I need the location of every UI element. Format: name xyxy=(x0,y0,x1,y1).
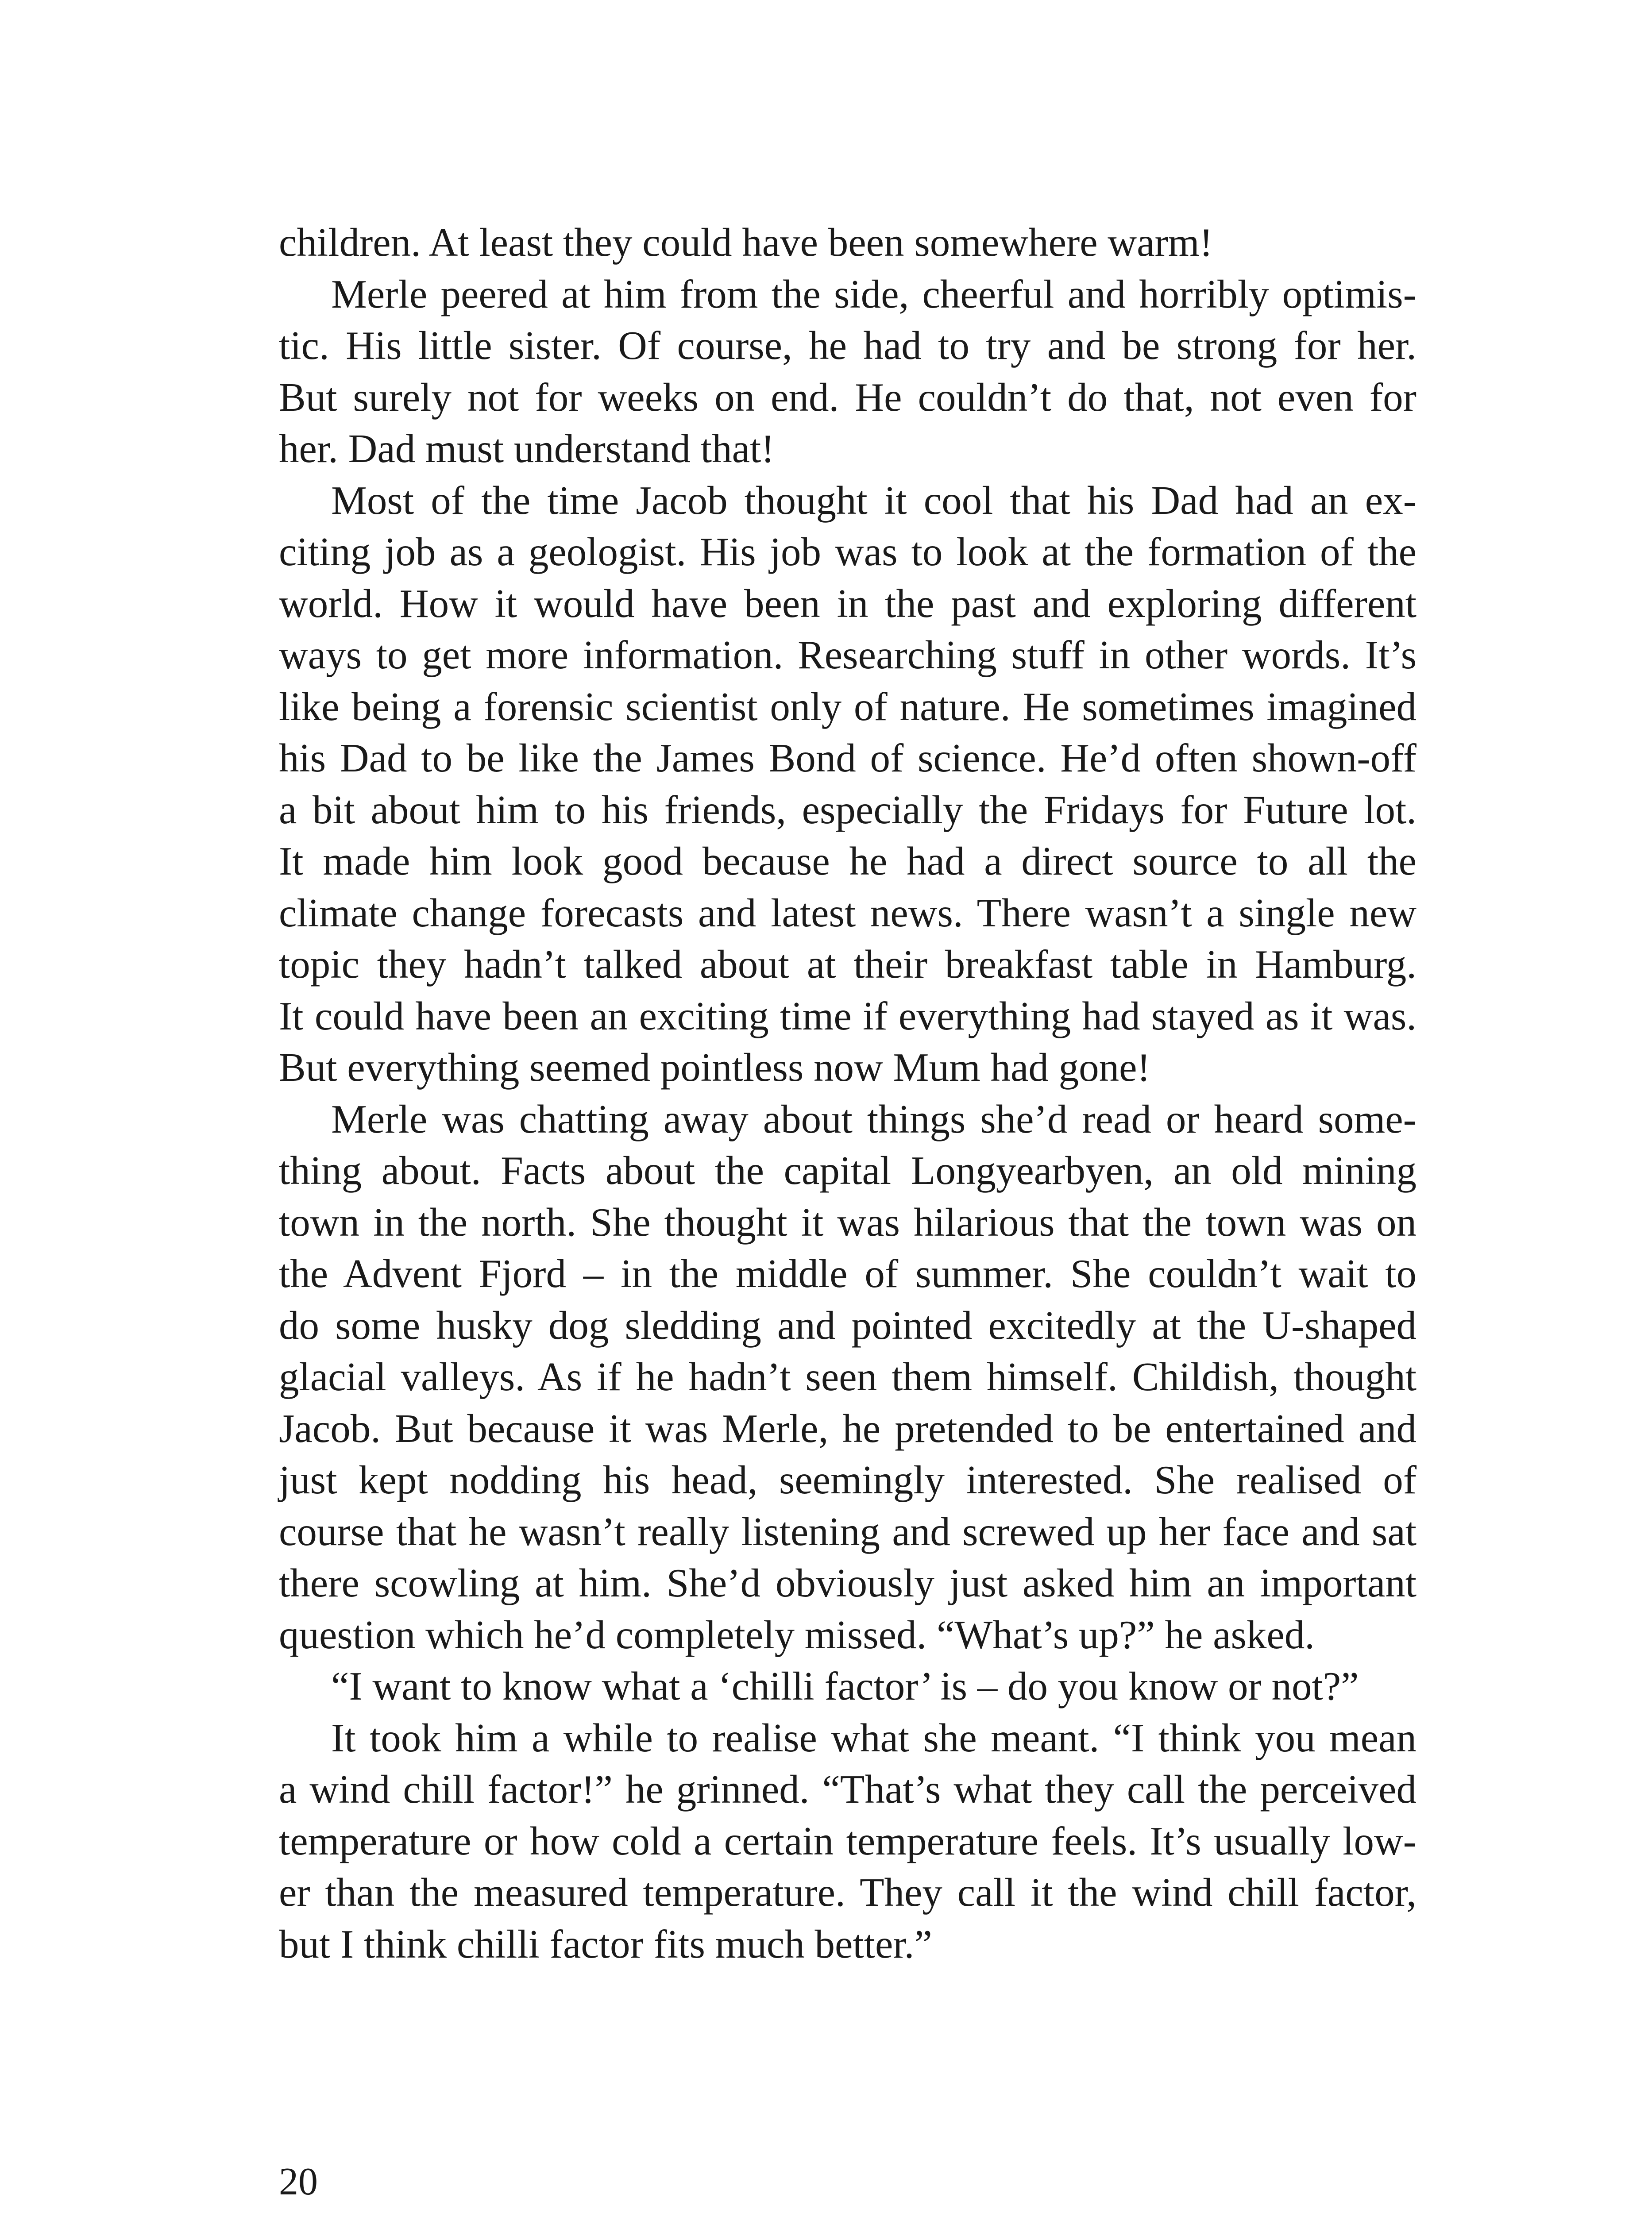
text-line: just kept nodding his head, seemingly interested. She realised of xyxy=(279,1457,1417,1502)
text-line: a wind chill factor!” he grinned. “That’s what they call the perceived xyxy=(279,1767,1417,1812)
paragraph xyxy=(279,269,1417,475)
text-line: a bit about him to his friends, especially the Fridays for Future lot. xyxy=(279,787,1417,832)
text-line: Merle was chatting away about things she’d read or heard some- xyxy=(331,1096,1417,1141)
text-line: temperature or how cold a certain temperature feels. It’s usually low- xyxy=(279,1818,1417,1863)
text-line: do some husky dog sledding and pointed excitedly at the U-shaped xyxy=(279,1303,1417,1348)
text-line: But surely not for weeks on end. He couldn’t do that, not even for xyxy=(279,374,1417,420)
text-line: children. At least they could have been somewhere warm! xyxy=(279,220,1213,265)
text-line: “I want to know what a ‘chilli factor’ is – do you know or not?” xyxy=(331,1664,1359,1708)
text-line: but I think chilli factor fits much better.” xyxy=(279,1921,932,1966)
paragraph xyxy=(279,475,1417,1094)
text-line: But everything seemed pointless now Mum had gone! xyxy=(279,1045,1150,1090)
text-line: It made him look good because he had a direct source to all the xyxy=(279,839,1417,883)
text-line: er than the measured temperature. They call it the wind chill factor, xyxy=(279,1870,1417,1915)
text-line: It took him a while to realise what she meant. “I think you mean xyxy=(331,1715,1417,1760)
text-line: tic. His little sister. Of course, he had to try and be strong for her. xyxy=(279,323,1417,368)
text-line: Most of the time Jacob thought it cool that his Dad had an ex- xyxy=(331,478,1417,523)
text-line: like being a forensic scientist only of nature. He sometimes imagined xyxy=(279,684,1417,729)
text-line: town in the north. She thought it was hilarious that the town was on xyxy=(279,1199,1417,1245)
page-body xyxy=(279,217,1417,1970)
paragraph xyxy=(279,1094,1417,1661)
text-line: Jacob. But because it was Merle, he pretended to be entertained and xyxy=(279,1406,1417,1451)
text-line: world. How it would have been in the past and exploring different xyxy=(279,581,1417,626)
paragraph xyxy=(279,217,1417,269)
text-line: climate change forecasts and latest news. There wasn’t a single new xyxy=(279,890,1417,935)
text-line: the Advent Fjord – in the middle of summer. She couldn’t wait to xyxy=(279,1251,1417,1296)
text-line: glacial valleys. As if he hadn’t seen them himself. Childish, thought xyxy=(279,1354,1417,1399)
paragraph xyxy=(279,1712,1417,1970)
paragraph xyxy=(279,1661,1417,1712)
text-line: ways to get more information. Researching stuff in other words. It’s xyxy=(279,632,1417,677)
text-line: citing job as a geologist. His job was to look at the formation of the xyxy=(279,529,1417,574)
text-line: there scowling at him. She’d obviously just asked him an important xyxy=(279,1561,1417,1605)
page-number: 20 xyxy=(279,2160,318,2203)
text-line: course that he wasn’t really listening and screwed up her face and sat xyxy=(279,1509,1417,1554)
text-line: topic they hadn’t talked about at their breakfast table in Hamburg. xyxy=(279,942,1417,987)
text-line: Merle peered at him from the side, cheerful and horribly optimis- xyxy=(331,271,1417,316)
text-line: It could have been an exciting time if everything had stayed as it was. xyxy=(279,993,1417,1038)
text-line: his Dad to be like the James Bond of science. He’d often shown-off xyxy=(279,736,1417,780)
text-line: question which he’d completely missed. “What’s up?” he asked. xyxy=(279,1612,1315,1657)
text-line: her. Dad must understand that! xyxy=(279,426,775,471)
text-line: thing about. Facts about the capital Longyearbyen, an old mining xyxy=(279,1148,1417,1193)
